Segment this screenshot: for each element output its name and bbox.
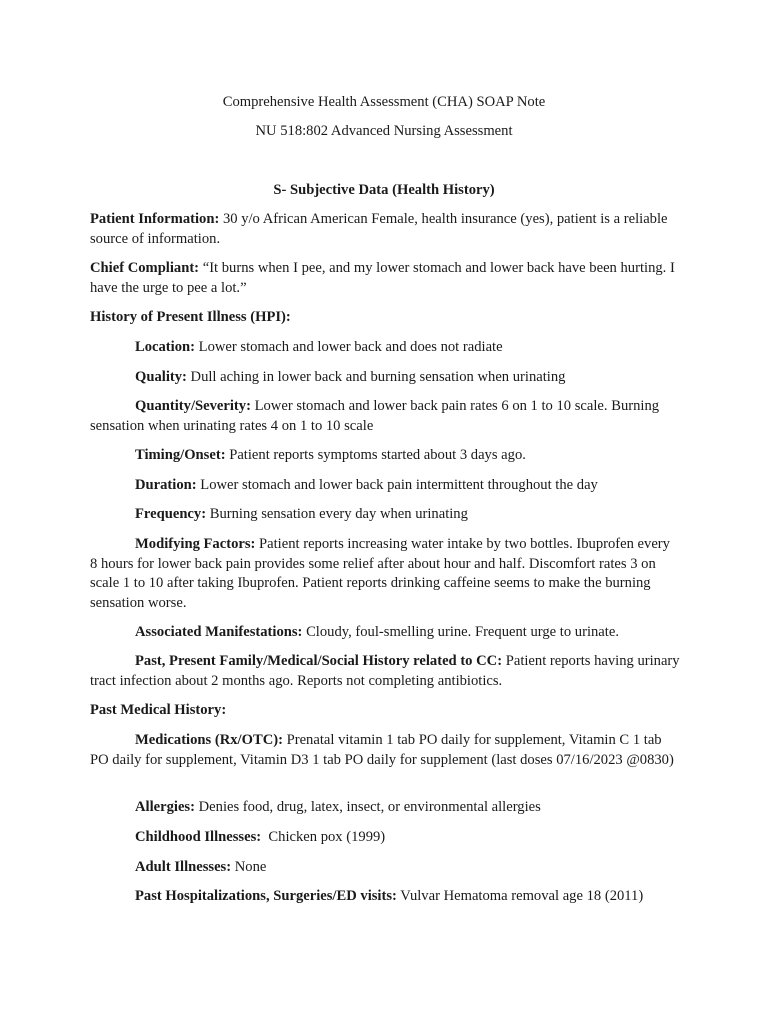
modifying-factors <box>90 535 680 613</box>
past-hospitalizations-label: Past Hospitalizations, Surgeries/ED visits: <box>135 888 397 904</box>
past-history-cc <box>90 652 680 691</box>
duration-text: Lower stomach and lower back pain intermittent throughout the day <box>196 477 598 493</box>
frequency-label: Frequency: <box>135 506 207 522</box>
associated-manifestations-label: Associated Manifestations: <box>135 624 303 640</box>
hpi-heading: History of Present Illness (HPI): <box>90 309 291 325</box>
past-hospitalizations <box>90 887 680 907</box>
duration <box>90 476 680 496</box>
pmh-heading: Past Medical History: <box>90 702 227 718</box>
chief-complaint-text: “It burns when I pee, and my lower stomach and lower back have been hurting. I have the urge to pee a lot.” <box>90 260 675 296</box>
quantity-severity-text: Lower stomach and lower back pain rates 6 on 1 to 10 scale. Burning sensation when urinating rates 4 on 1 to 10 scale <box>90 398 660 434</box>
location <box>90 338 680 358</box>
past-history-cc-text: Patient reports having urinary tract infection about 2 months ago. Reports not completing antibiotics. <box>90 653 680 689</box>
timing-onset-text: Patient reports symptoms started about 3 days ago. <box>225 447 526 463</box>
chief-complaint-label: Chief Compliant: <box>90 260 200 276</box>
quantity-severity <box>90 397 680 436</box>
course-title: NU 518:802 Advanced Nursing Assessment <box>255 123 513 139</box>
location-label: Location: <box>135 339 195 355</box>
section-heading: S- Subjective Data (Health History) <box>273 182 495 198</box>
document-title: Comprehensive Health Assessment (CHA) SOAP Note <box>222 94 546 110</box>
medications-text: Prenatal vitamin 1 tab PO daily for supplement, Vitamin C 1 tab PO daily for supplement, Vitamin D3 1 tab PO daily for supplement (last doses 07/16/2023 @0830) <box>90 732 674 768</box>
associated-manifestations-text: Cloudy, foul-smelling urine. Frequent urge to urinate. <box>302 624 619 640</box>
quality <box>90 368 680 388</box>
allergies <box>90 798 680 818</box>
quality-text: Dull aching in lower back and burning sensation when urinating <box>186 369 566 385</box>
medications <box>90 731 680 770</box>
quality-label: Quality: <box>135 369 187 385</box>
chief-complaint <box>90 259 680 298</box>
adult-illnesses-text: None <box>231 859 267 875</box>
adult-illnesses <box>90 858 680 878</box>
patient-information-label: Patient Information: <box>90 211 220 227</box>
medications-label: Medications (Rx/OTC): <box>135 732 283 748</box>
past-hospitalizations-text: Vulvar Hematoma removal age 18 (2011) <box>396 888 644 904</box>
timing-onset <box>90 446 680 466</box>
associated-manifestations <box>90 623 680 643</box>
childhood-illnesses-text: Chicken pox (1999) <box>261 829 386 845</box>
past-history-cc-label: Past, Present Family/Medical/Social History related to CC: <box>135 653 503 669</box>
frequency-text: Burning sensation every day when urinating <box>206 506 468 522</box>
modifying-factors-text: Patient reports increasing water intake by two bottles. Ibuprofen every 8 hours for lower back pain provides some relief after about hour and half. Discomfort rates 3 on scale 1 to 10 after taking Ibuprofen. Patient reports drinking caffeine seems to make the burning sensation worse. <box>90 536 670 611</box>
quantity-severity-label: Quantity/Severity: <box>135 398 251 414</box>
patient-information-text: 30 y/o African American Female, health insurance (yes), patient is a reliable source of information. <box>90 211 668 247</box>
adult-illnesses-label: Adult Illnesses: <box>135 859 232 875</box>
modifying-factors-label: Modifying Factors: <box>135 536 256 552</box>
childhood-illnesses-label: Childhood Illnesses: <box>135 829 262 845</box>
allergies-label: Allergies: <box>135 799 195 815</box>
timing-onset-label: Timing/Onset: <box>135 447 226 463</box>
childhood-illnesses <box>90 828 680 848</box>
frequency <box>90 505 680 525</box>
allergies-text: Denies food, drug, latex, insect, or environmental allergies <box>194 799 541 815</box>
patient-information <box>90 210 680 249</box>
location-text: Lower stomach and lower back and does not radiate <box>195 339 503 355</box>
duration-label: Duration: <box>135 477 197 493</box>
